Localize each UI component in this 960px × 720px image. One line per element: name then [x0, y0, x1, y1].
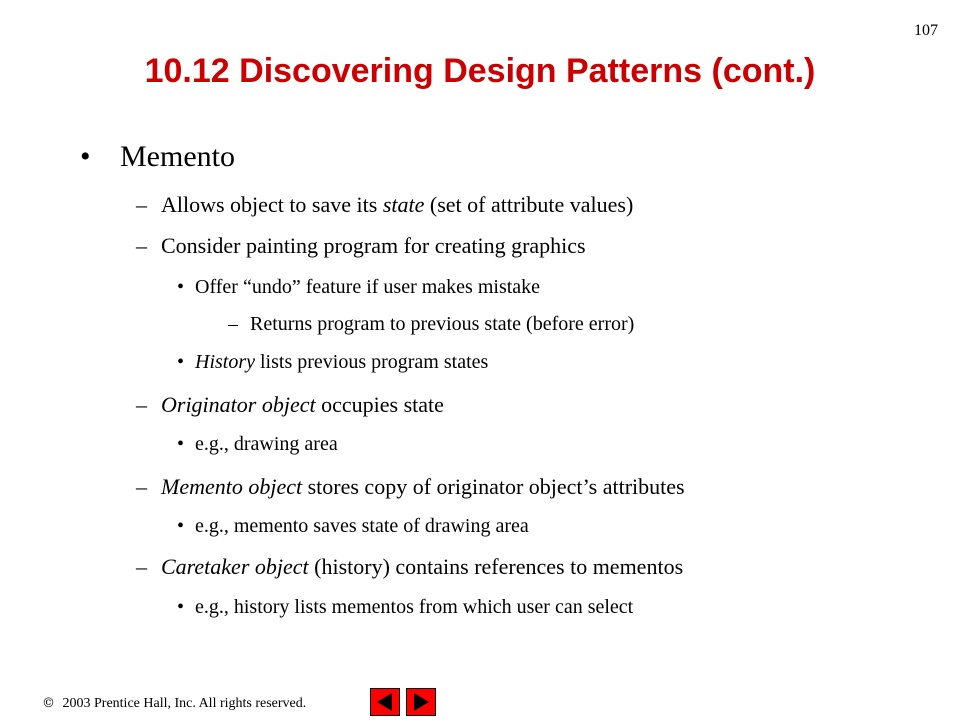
- right-arrow-icon: [407, 689, 435, 715]
- bullet-level-2: [136, 554, 683, 580]
- text-segment: (history) contains references to mementos: [308, 554, 684, 579]
- bullet-text: [161, 192, 633, 218]
- bullet-level-2: [136, 192, 633, 218]
- bullet-text: [195, 351, 488, 374]
- bullet-marker: •: [177, 351, 185, 373]
- text-segment: Memento object: [161, 474, 303, 499]
- bullet-level-2: [136, 233, 586, 259]
- bullet-text: [250, 313, 634, 336]
- slide-title: 10.12 Discovering Design Patterns (cont.): [144, 52, 816, 90]
- text-segment: Returns program to previous state (before error): [250, 313, 635, 335]
- bullet-text: [161, 554, 683, 580]
- text-segment: occupies state: [315, 392, 444, 417]
- bullet-level-3: [177, 351, 488, 374]
- text-segment: e.g., drawing area: [195, 433, 338, 455]
- text-segment: History: [195, 351, 255, 373]
- text-segment: Originator object: [161, 392, 316, 417]
- copyright-symbol: ©: [42, 696, 55, 711]
- bullet-marker: •: [177, 596, 185, 618]
- text-segment: Caretaker object: [161, 554, 309, 579]
- bullet-level-1: [80, 140, 235, 174]
- bullet-marker: –: [136, 192, 147, 217]
- bullet-level-4: [228, 313, 634, 336]
- bullet-marker: –: [136, 554, 147, 579]
- text-segment: Offer “undo” feature if user makes mistake: [195, 276, 541, 298]
- text-segment: (set of attribute values): [424, 192, 634, 217]
- text-segment: state: [382, 192, 425, 217]
- bullet-marker: –: [136, 233, 147, 258]
- bullet-text: [195, 433, 338, 456]
- page-number: 107: [914, 22, 938, 39]
- footer-copyright: [42, 696, 306, 712]
- bullet-text: [161, 474, 685, 500]
- left-arrow-icon: [371, 689, 399, 715]
- bullet-level-3: [177, 515, 529, 538]
- bullet-text: [161, 233, 586, 259]
- bullet-level-2: [136, 474, 685, 500]
- copyright-text: 2003 Prentice Hall, Inc. All rights reserved.: [59, 696, 307, 711]
- text-segment: Consider painting program for creating graphics: [161, 233, 586, 258]
- bullet-marker: •: [177, 515, 185, 537]
- text-segment: e.g., history lists mementos from which user can select: [195, 596, 634, 618]
- bullet-marker: •: [80, 140, 91, 173]
- text-segment: stores copy of originator object’s attributes: [302, 474, 685, 499]
- bullet-text: [120, 140, 235, 174]
- text-segment: e.g., memento saves state of drawing area: [195, 515, 529, 537]
- bullet-text: [195, 596, 633, 619]
- text-segment: lists previous program states: [255, 351, 489, 373]
- next-slide-button[interactable]: [406, 688, 436, 716]
- bullet-level-2: [136, 392, 444, 418]
- previous-slide-button[interactable]: [370, 688, 400, 716]
- bullet-text: [195, 276, 540, 299]
- text-segment: Allows object to save its: [161, 192, 383, 217]
- text-segment: Memento: [120, 140, 235, 173]
- bullet-text: [195, 515, 529, 538]
- bullet-level-3: [177, 433, 338, 456]
- bullet-marker: –: [136, 392, 147, 417]
- bullet-marker: •: [177, 433, 185, 455]
- bullet-level-3: [177, 276, 540, 299]
- bullet-text: [161, 392, 444, 418]
- bullet-level-3: [177, 596, 633, 619]
- bullet-marker: •: [177, 276, 185, 298]
- bullet-marker: –: [136, 474, 147, 499]
- bullet-marker: –: [228, 313, 238, 335]
